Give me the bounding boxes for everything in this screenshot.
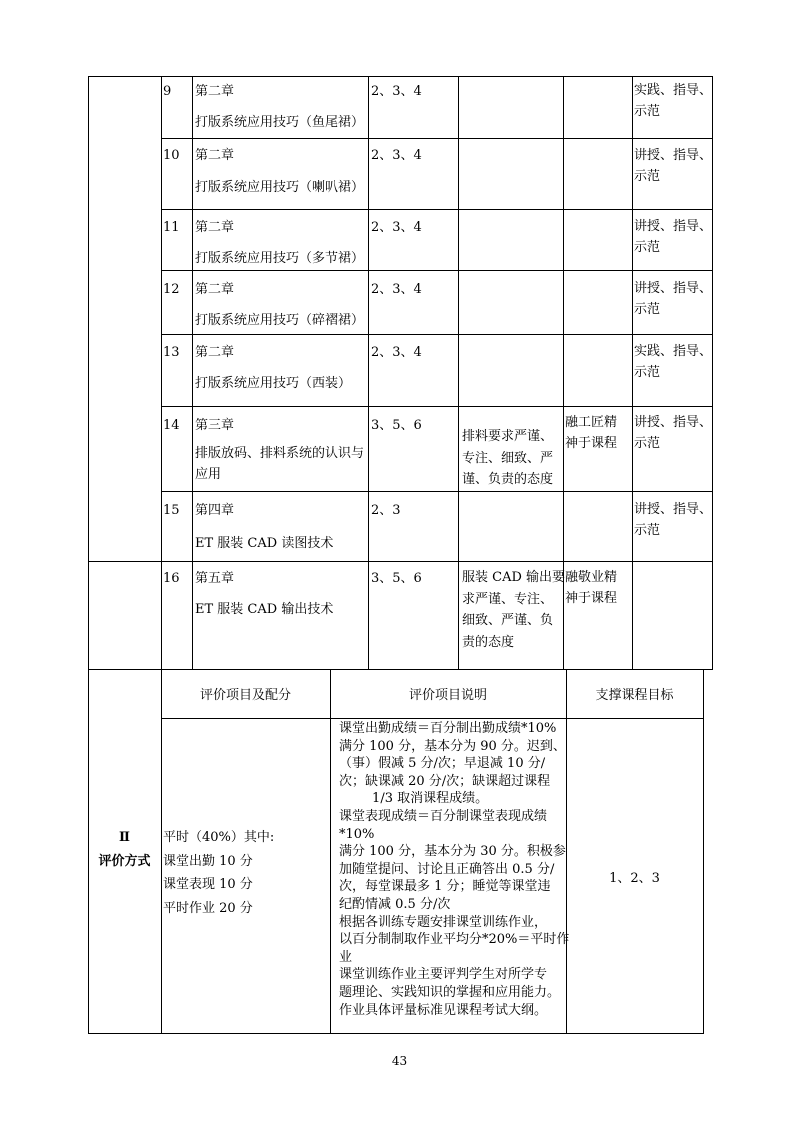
chapter-title: 第三章 [195,418,235,433]
topic: 打版系统应用技巧（多节裙） [195,251,365,266]
teaching-method: 讲授、指导、 示范 [634,281,713,317]
chapter-title: 第四章 [195,503,235,518]
course-goals: 2、3、4 [371,282,422,297]
chapter-title: 第二章 [195,84,235,99]
topic: 打版系统应用技巧（鱼尾裙） [195,115,365,130]
header-goal: 支撑课程目标 [595,688,674,703]
week-number: 16 [163,571,180,586]
teaching-method: 实践、指导、 示范 [634,83,713,119]
evaluation-goals: 1、2、3 [609,871,660,886]
topic: ET 服装 CAD 读图技术 [195,536,334,551]
week-number: 10 [163,148,180,163]
chapter-title: 第二章 [195,148,235,163]
chapter-title: 第五章 [195,571,235,586]
topic: 打版系统应用技巧（喇叭裙） [195,180,365,195]
teaching-method: 实践、指导、 示范 [634,344,713,380]
topic: 排版放码、排料系统的认识与 应用 [195,446,365,482]
chapter-title: 第二章 [195,220,235,235]
topic: 打版系统应用技巧（碎褶裙） [195,313,365,328]
header-item: 评价项目及配分 [199,688,291,703]
course-goals: 2、3、4 [371,84,422,99]
week-number: 14 [163,418,180,433]
chapter-title: 第二章 [195,282,235,297]
course-goals: 2、3 [371,503,401,518]
teaching-method: 讲授、指导、 示范 [634,219,713,255]
section-label: 评价方式 [98,854,151,869]
page-number: 43 [391,1054,408,1068]
course-goals: 2、3、4 [371,148,422,163]
week-number: 11 [163,220,180,235]
week-number: 9 [163,84,172,99]
ideological-element: 融工匠精 神于课程 [565,415,618,451]
topic: 打版系统应用技巧（西装） [195,376,352,391]
header-description: 评价项目说明 [408,688,487,703]
chapter-title: 第二章 [195,345,235,360]
evaluation-description: 课堂出勤成绩＝百分制出勤成绩*10% 满分 100 分，基本分为 90 分。迟到、 （事）假减 5 分/次；早退减 10 分/ 次；缺课减 20 分/次；缺课超过课程 1/3 取消课程成绩。 课堂表现成绩＝百分制课堂表现成绩 *10% 满分 100 分，基本分为 30 分。积极参 加随堂提问、讨论且正确答出 0.5 分/ 次，每堂课最多 1 分；睡觉等课堂违 纪酌情减 0.5 分/次 根据各训练专题安排课堂训练作业， 以百分制制取作业平均分*20%＝平时作 业 课堂训练作业主要评判学生对所学专 题理论、实践知识的掌握和应用能力。 作业具体评量标准见课程考试大纲。 [339,721,570,1018]
course-goals: 3、5、6 [371,418,422,433]
week-number: 12 [163,282,180,297]
section-number: Ⅱ [119,830,130,845]
topic: ET 服装 CAD 输出技术 [195,602,334,617]
week-number: 13 [163,345,180,360]
course-goals: 2、3、4 [371,220,422,235]
ideological-content: 服装 CAD 输出要 求严谨、专注、 细致、严谨、负 责的态度 [462,570,566,650]
teaching-method: 讲授、指导、 示范 [634,148,713,184]
course-goals: 2、3、4 [371,345,422,360]
course-goals: 3、5、6 [371,571,422,586]
evaluation-items: 平时（40%）其中: 课堂出勤 10 分 课堂表现 10 分 平时作业 20 分 [163,830,275,916]
teaching-method: 讲授、指导、 示范 [634,502,713,538]
ideological-content: 排料要求严谨、 专注、细致、严 谨、负责的态度 [462,429,554,487]
teaching-method: 讲授、指导、 示范 [634,415,713,451]
week-number: 15 [163,503,180,518]
ideological-element: 融敬业精 神于课程 [565,570,618,606]
